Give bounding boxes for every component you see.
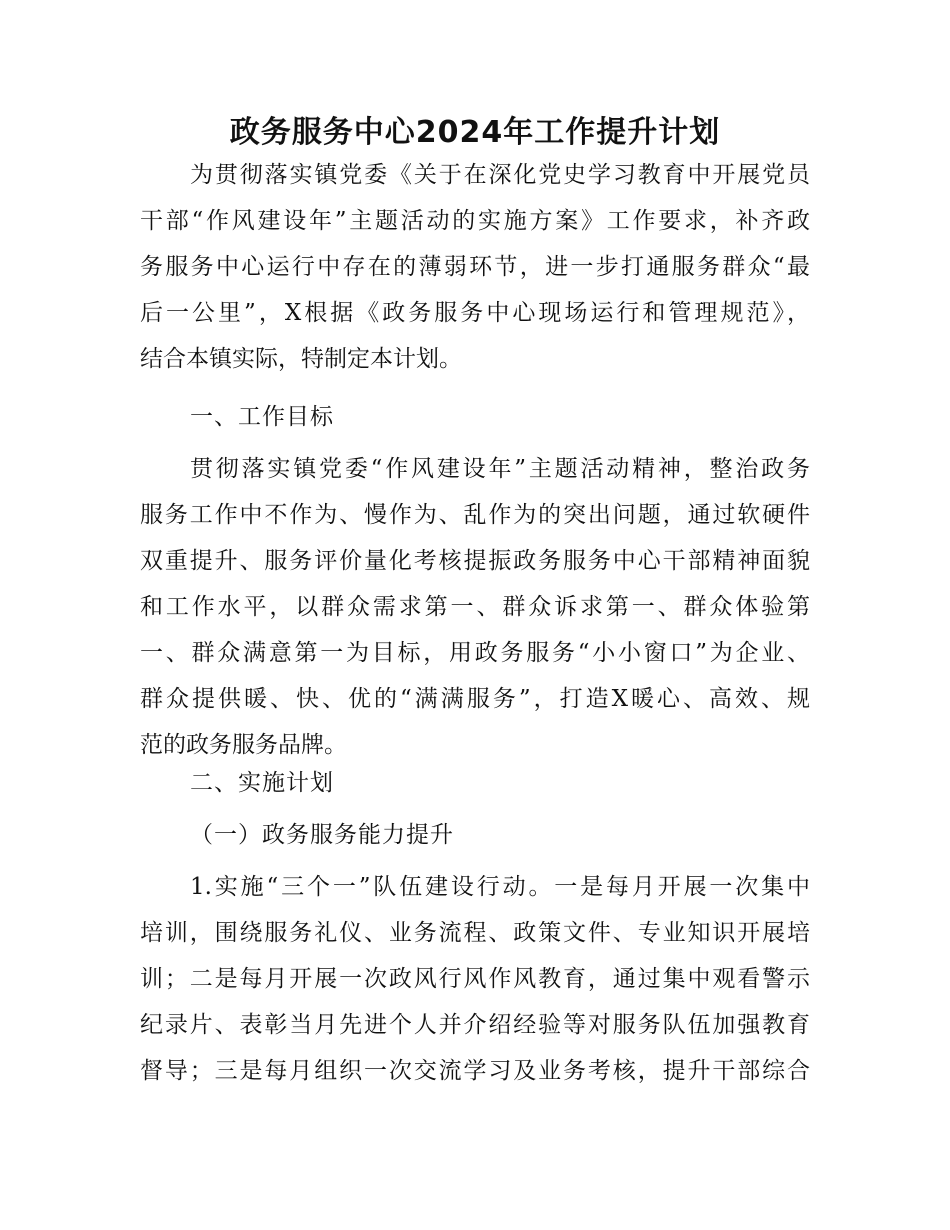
goals-line-1: 贯彻落实镇党委“作风建设年”主题活动精神，整治政务 (190, 456, 810, 482)
goals-paragraph (140, 446, 810, 768)
item1-paragraph (140, 864, 810, 1094)
item1-line-5: 督导；三是每月组织一次交流学习及业务考核，提升干部综合 (140, 1058, 810, 1084)
intro-line-4: 后一公里”，X根据《政务服务中心现场运行和管理规范》， (140, 300, 810, 326)
item1-line-4: 纪录片、表彰当月先进个人并介绍经验等对服务队伍加强教育 (140, 1012, 810, 1038)
subsection-heading-capability: （一）政务服务能力提升 (190, 822, 454, 848)
item1-line-1: 1.实施“三个一”队伍建设行动。一是每月开展一次集中 (190, 874, 810, 900)
goals-line-4: 和工作水平，以群众需求第一、群众诉求第一、群众体验第 (140, 594, 810, 620)
intro-line-5: 结合本镇实际，特制定本计划。 (140, 346, 462, 372)
goals-line-5: 一、群众满意第一为目标，用政务服务“小小窗口”为企业、 (140, 640, 810, 666)
intro-paragraph (140, 152, 810, 382)
goals-line-2: 服务工作中不作为、慢作为、乱作为的突出问题，通过软硬件 (140, 502, 810, 528)
section-heading-plan: 二、实施计划 (190, 770, 334, 796)
goals-line-3: 双重提升、服务评价量化考核提振政务服务中心干部精神面貌 (140, 548, 810, 574)
item1-line-2: 培训，围绕服务礼仪、业务流程、政策文件、专业知识开展培 (140, 920, 810, 946)
goals-line-7: 范的政务服务品牌。 (140, 732, 347, 758)
intro-line-3: 务服务中心运行中存在的薄弱环节，进一步打通服务群众“最 (140, 254, 810, 280)
item1-line-3: 训；二是每月开展一次政风行风作风教育，通过集中观看警示 (140, 966, 810, 992)
document-title: 政务服务中心2024年工作提升计划 (229, 115, 721, 150)
section-heading-goals: 一、工作目标 (190, 404, 334, 430)
goals-line-6: 群众提供暖、快、优的“满满服务”，打造X暖心、高效、规 (140, 686, 810, 712)
intro-line-2: 干部“作风建设年”主题活动的实施方案》工作要求，补齐政 (140, 208, 810, 234)
intro-line-1: 为贯彻落实镇党委《关于在深化党史学习教育中开展党员 (190, 162, 810, 188)
